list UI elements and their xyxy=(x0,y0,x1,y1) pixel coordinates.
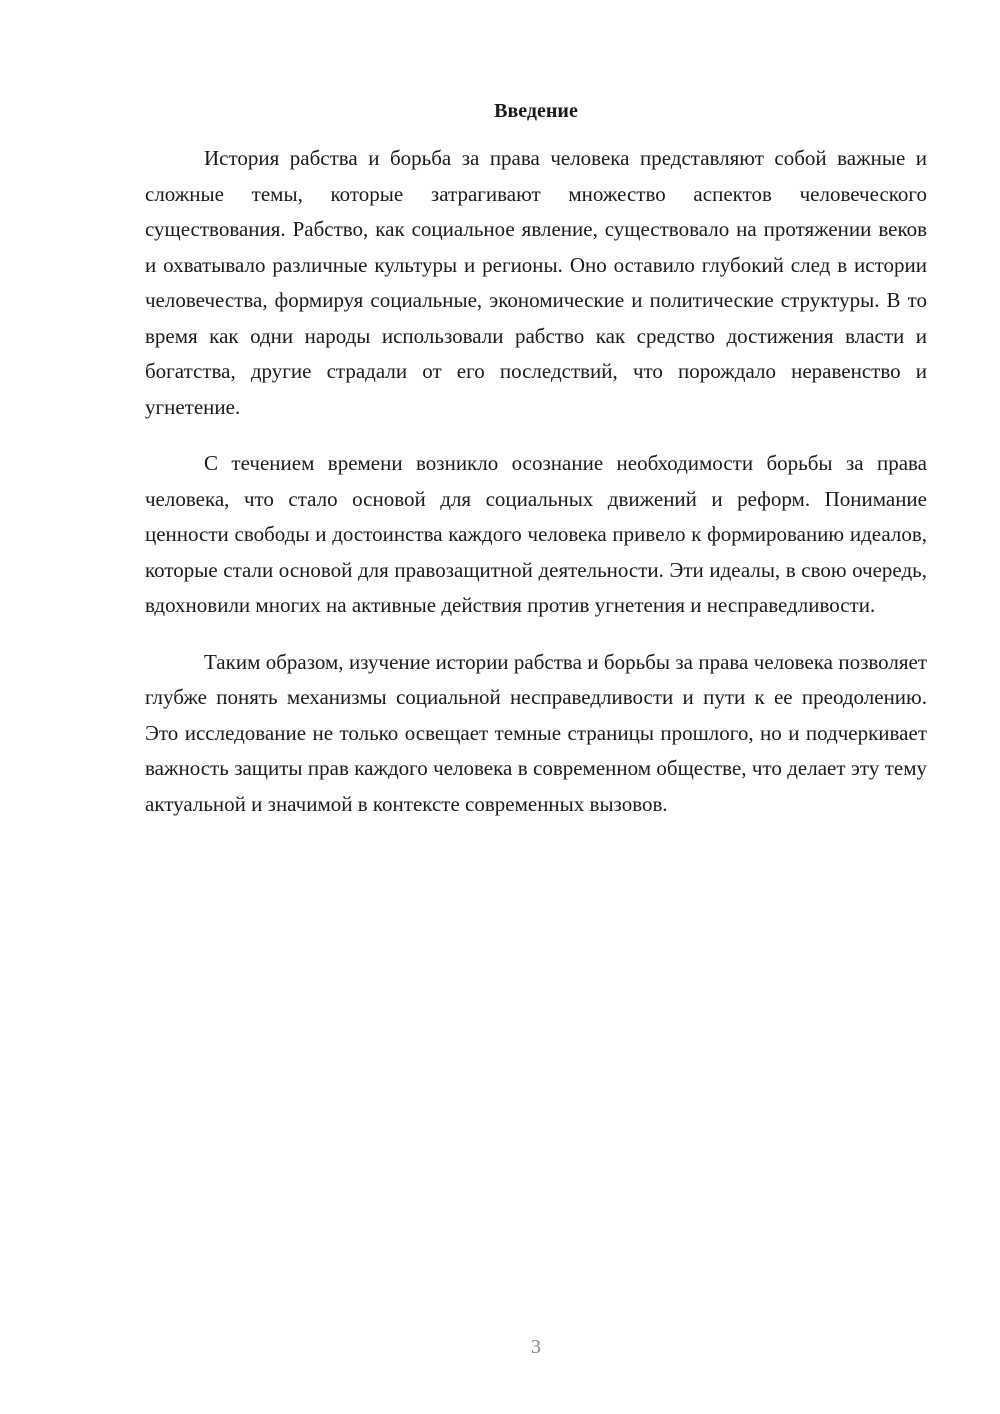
paragraph-3: Таким образом, изучение истории рабства и борьбы за права человека позволяет глубже понять механизмы социальной несправедливости и пути к ее преодолению. Это исследование не только освещает темные страницы прошлого, но и подчеркивает важность защиты прав каждого человека в современном обществе, что делает эту тему актуальной и значимой в контексте современных вызовов. xyxy=(145,649,927,816)
body-text xyxy=(145,141,927,843)
paragraph-1: История рабства и борьба за права человека представляют собой важные и сложные темы, которые затрагивают множество аспектов человеческого существования. Рабство, как социальное явление, существовало на протяжении веков и охватывало различные культуры и регионы. Оно оставило глубокий след в истории человечества, формируя социальные, экономические и политические структуры. В то время как одни народы использовали рабство как средство достижения власти и богатства, другие страдали от его последствий, что порождало неравенство и угнетение. xyxy=(145,146,927,419)
page-title: Введение xyxy=(494,100,578,122)
page-number: 3 xyxy=(531,1336,541,1358)
paragraph-2: С течением времени возникло осознание необходимости борьбы за права человека, что стало основой для социальных движений и реформ. Понимание ценности свободы и достоинства каждого человека привело к формированию идеалов, которые стали основой для правозащитной деятельности. Эти идеалы, в свою очередь, вдохновили многих на активные действия против угнетения и несправедливости. xyxy=(145,451,927,617)
